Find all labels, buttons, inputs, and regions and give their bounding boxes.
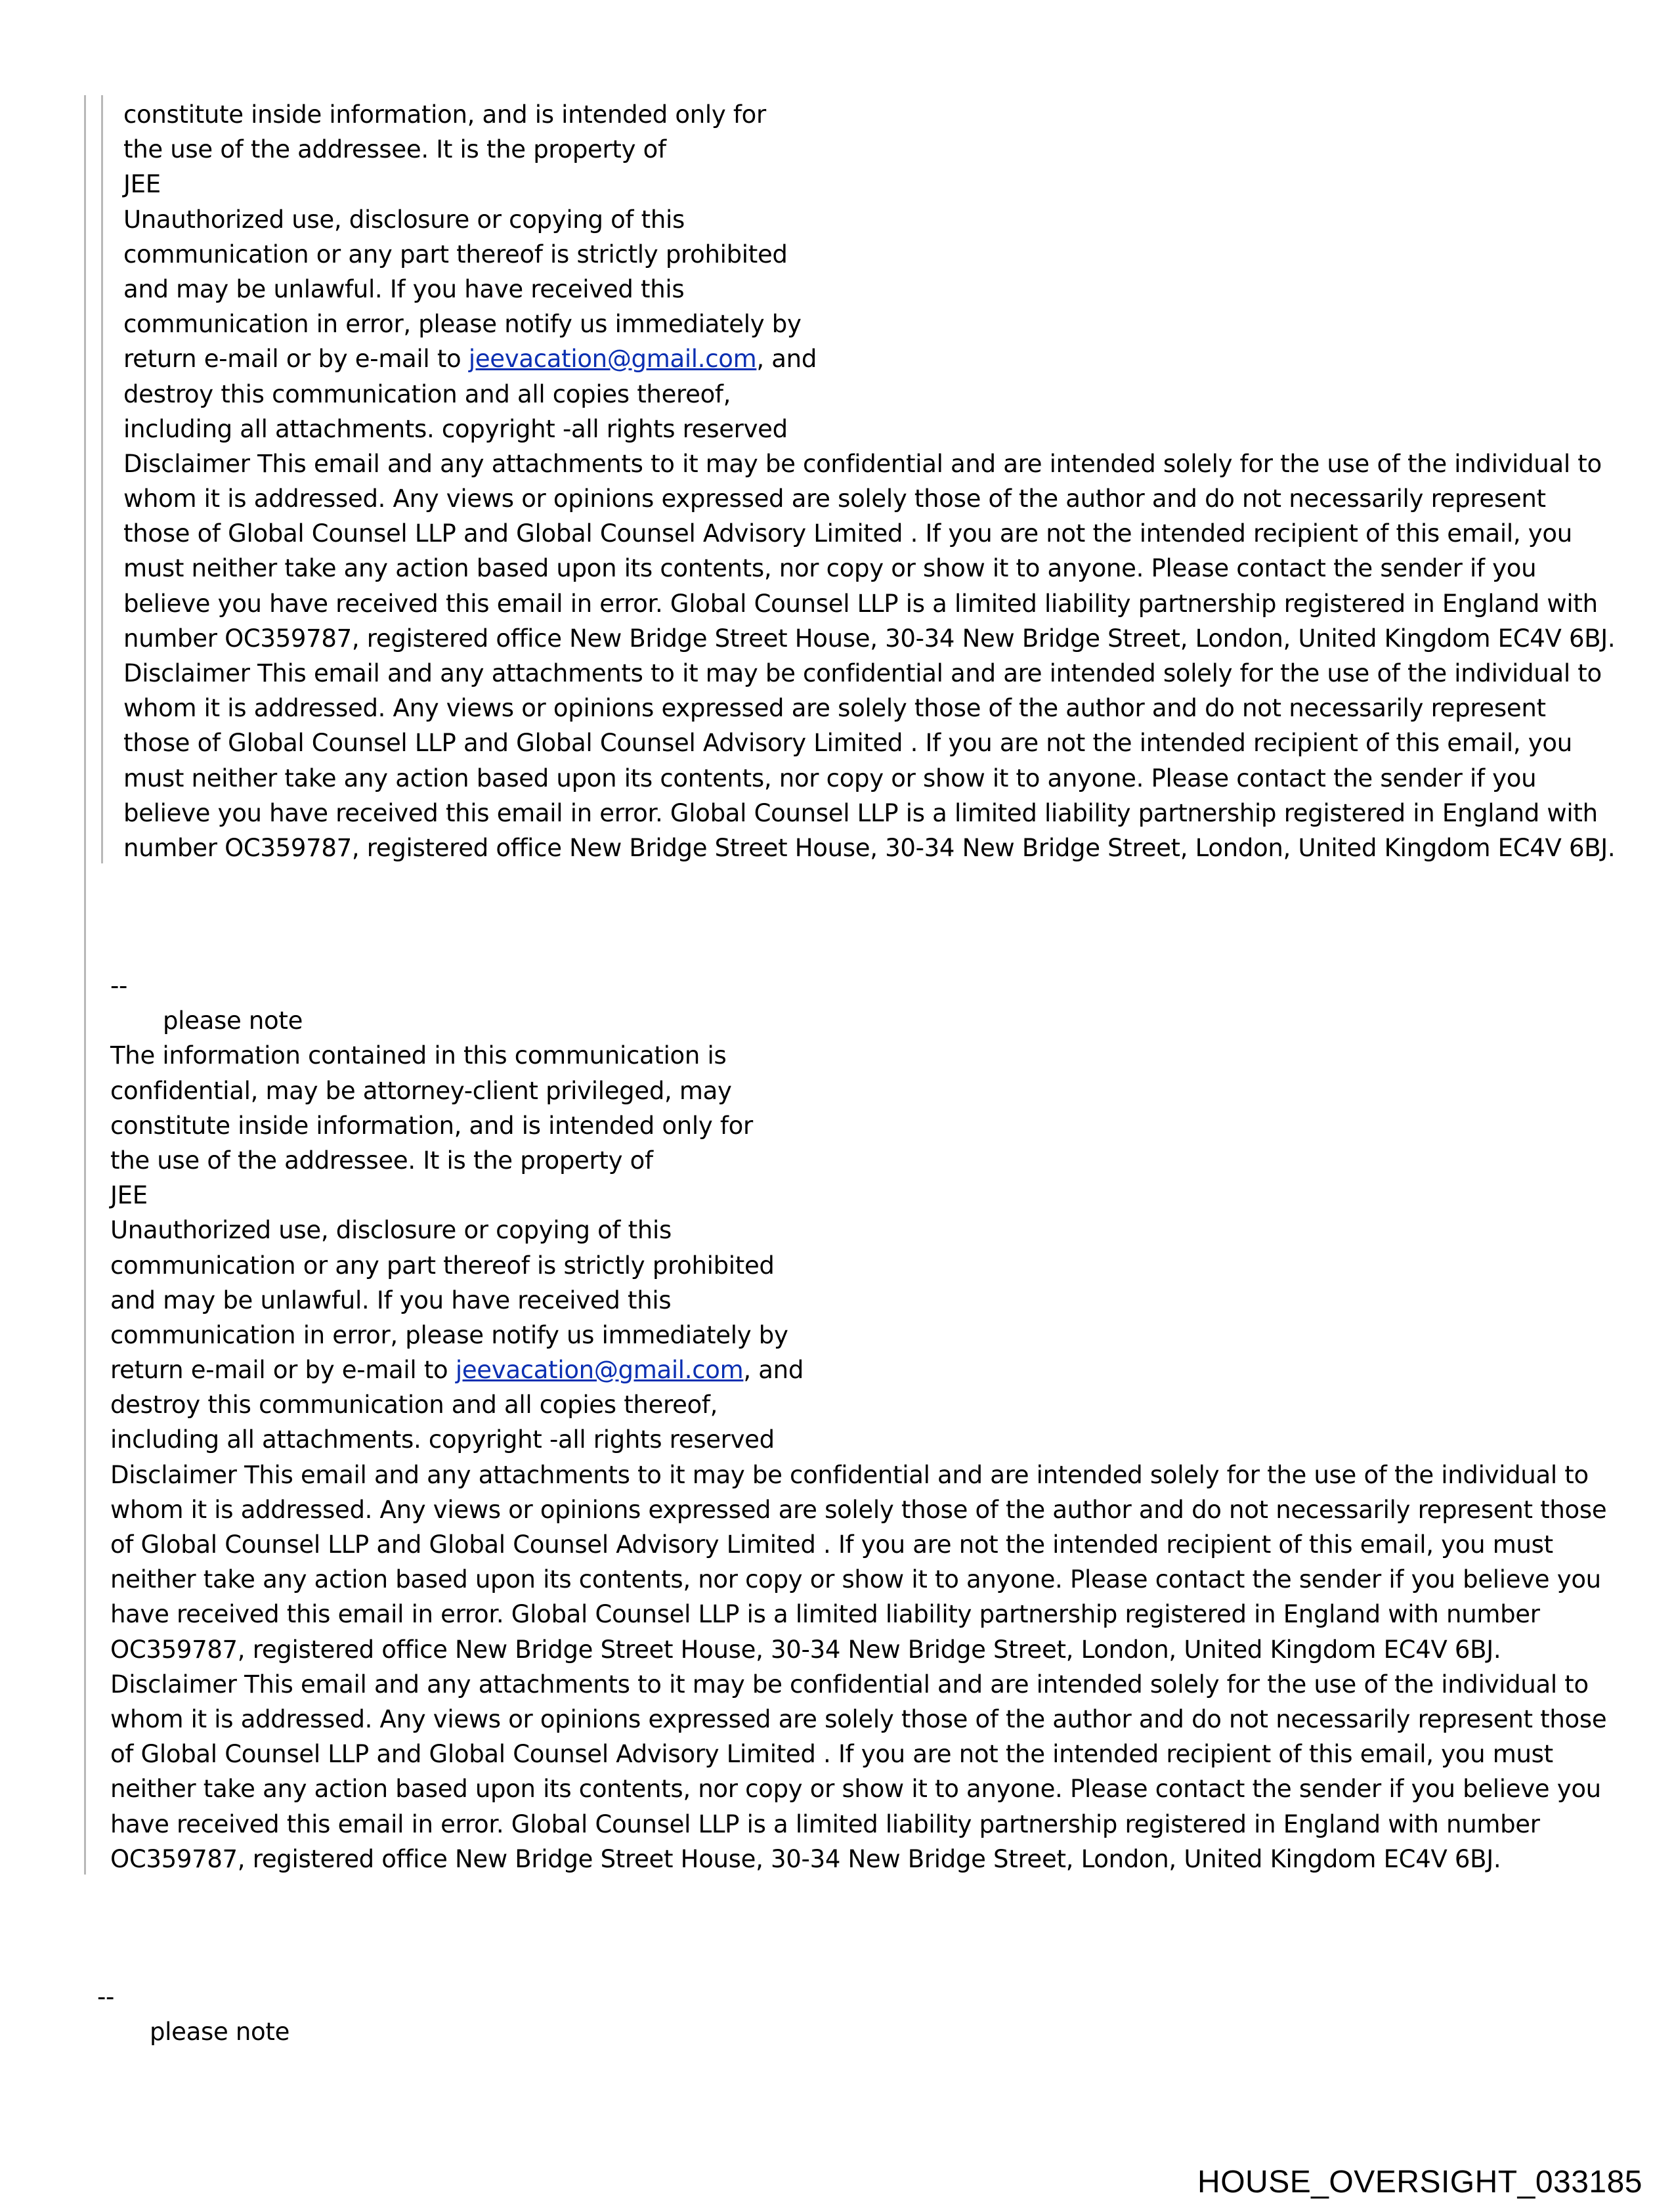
text-line: communication or any part thereof is strictly prohibited <box>123 240 788 269</box>
disclaimer-line: neither take any action based upon its contents, nor copy or show it to anyone. Please contact the sender if you believe you <box>110 1565 1601 1594</box>
please-note-heading: please note <box>163 1007 303 1035</box>
text-line: JEE <box>123 170 161 199</box>
text-line: the use of the addressee. It is the property of <box>110 1146 653 1175</box>
quoted-disclaimer-block-1 <box>123 97 1615 865</box>
text-line: the use of the addressee. It is the property of <box>123 135 666 164</box>
disclaimer-line: those of Global Counsel LLP and Global Counsel Advisory Limited . If you are not the intended recipient of this email, you <box>123 519 1572 548</box>
disclaimer-line: whom it is addressed. Any views or opinions expressed are solely those of the author and do not necessarily represent <box>123 485 1546 513</box>
outer-quote-bar <box>84 95 86 1875</box>
disclaimer-line: Disclaimer This email and any attachments to it may be confidential and are intended solely for the use of the individual to <box>110 1670 1589 1699</box>
disclaimer-line: of Global Counsel LLP and Global Counsel Advisory Limited . If you are not the intended recipient of this email, you must <box>110 1740 1553 1769</box>
text-line: including all attachments. copyright -all rights reserved <box>110 1425 775 1454</box>
email-link[interactable]: jeevacation@gmail.com <box>468 345 757 374</box>
disclaimer-line: Disclaimer This email and any attachments to it may be confidential and are intended solely for the use of the individual to <box>110 1460 1589 1489</box>
text-line: Unauthorized use, disclosure or copying of this <box>123 205 685 234</box>
return-email-line <box>110 1353 1606 1387</box>
disclaimer-line: neither take any action based upon its contents, nor copy or show it to anyone. Please contact the sender if you believe you <box>110 1775 1601 1804</box>
disclaimer-line: number OC359787, registered office New Bridge Street House, 30-34 New Bridge Street, London, United Kingdom EC4V 6BJ. <box>123 833 1616 862</box>
disclaimer-line: believe you have received this email in error. Global Counsel LLP is a limited liability partnership registered in England with <box>123 798 1598 827</box>
disclaimer-line: believe you have received this email in error. Global Counsel LLP is a limited liability partnership registered in England with <box>123 589 1598 618</box>
signature-block-3 <box>97 1980 290 2049</box>
text-line: destroy this communication and all copies thereof, <box>110 1391 718 1420</box>
return-prefix: return e-mail or by e-mail to <box>123 345 469 374</box>
disclaimer-line: whom it is addressed. Any views or opinions expressed are solely those of the author and do not necessarily represent <box>123 694 1546 723</box>
text-line: communication in error, please notify us immediately by <box>110 1320 788 1349</box>
signature-separator: -- <box>110 972 128 1000</box>
text-line: JEE <box>110 1181 148 1210</box>
return-email-line <box>123 341 1615 376</box>
disclaimer-line: whom it is addressed. Any views or opinions expressed are solely those of the author and do not necessarily represent those <box>110 1495 1607 1524</box>
text-line: communication in error, please notify us immediately by <box>123 310 802 339</box>
disclaimer-line: of Global Counsel LLP and Global Counsel Advisory Limited . If you are not the intended recipient of this email, you must <box>110 1530 1553 1559</box>
disclaimer-line: must neither take any action based upon its contents, nor copy or show it to anyone. Please contact the sender if you <box>123 764 1537 792</box>
text-line: constitute inside information, and is intended only for <box>110 1111 753 1140</box>
disclaimer-line: whom it is addressed. Any views or opinions expressed are solely those of the author and do not necessarily represent those <box>110 1704 1607 1733</box>
text-line: including all attachments. copyright -all rights reserved <box>123 414 788 443</box>
disclaimer-line: those of Global Counsel LLP and Global Counsel Advisory Limited . If you are not the intended recipient of this email, you <box>123 729 1572 758</box>
disclaimer-line: Disclaimer This email and any attachments to it may be confidential and are intended solely for the use of the individual to <box>123 659 1602 687</box>
disclaimer-line: OC359787, registered office New Bridge Street House, 30-34 New Bridge Street, London, United Kingdom EC4V 6BJ. <box>110 1844 1501 1873</box>
disclaimer-line: OC359787, registered office New Bridge Street House, 30-34 New Bridge Street, London, United Kingdom EC4V 6BJ. <box>110 1635 1501 1664</box>
text-line: confidential, may be attorney-client privileged, may <box>110 1076 732 1105</box>
text-line: and may be unlawful. If you have received this <box>123 274 685 303</box>
disclaimer-line: number OC359787, registered office New Bridge Street House, 30-34 New Bridge Street, London, United Kingdom EC4V 6BJ. <box>123 624 1616 653</box>
return-prefix: return e-mail or by e-mail to <box>110 1356 456 1385</box>
text-line: The information contained in this communication is <box>110 1041 727 1070</box>
text-line: Unauthorized use, disclosure or copying of this <box>110 1216 672 1245</box>
return-suffix: , and <box>743 1356 804 1385</box>
email-link[interactable]: jeevacation@gmail.com <box>455 1356 744 1385</box>
text-line: and may be unlawful. If you have received this <box>110 1286 672 1314</box>
text-line: communication or any part thereof is strictly prohibited <box>110 1251 775 1280</box>
disclaimer-line: have received this email in error. Global Counsel LLP is a limited liability partnership registered in England with number <box>110 1600 1540 1629</box>
inner-quote-bar <box>101 95 103 863</box>
please-note-heading: please note <box>150 2018 290 2047</box>
quoted-disclaimer-block-2 <box>110 968 1606 1876</box>
text-line: constitute inside information, and is intended only for <box>123 100 766 129</box>
disclaimer-line: Disclaimer This email and any attachments to it may be confidential and are intended solely for the use of the individual to <box>123 449 1602 478</box>
document-id-stamp: HOUSE_OVERSIGHT_033185 <box>1197 2165 1642 2200</box>
disclaimer-line: have received this email in error. Global Counsel LLP is a limited liability partnership registered in England with number <box>110 1810 1540 1838</box>
return-suffix: , and <box>756 345 817 374</box>
disclaimer-line: must neither take any action based upon its contents, nor copy or show it to anyone. Please contact the sender if you <box>123 554 1537 583</box>
text-line: destroy this communication and all copies thereof, <box>123 380 731 408</box>
signature-separator: -- <box>97 1983 115 2011</box>
